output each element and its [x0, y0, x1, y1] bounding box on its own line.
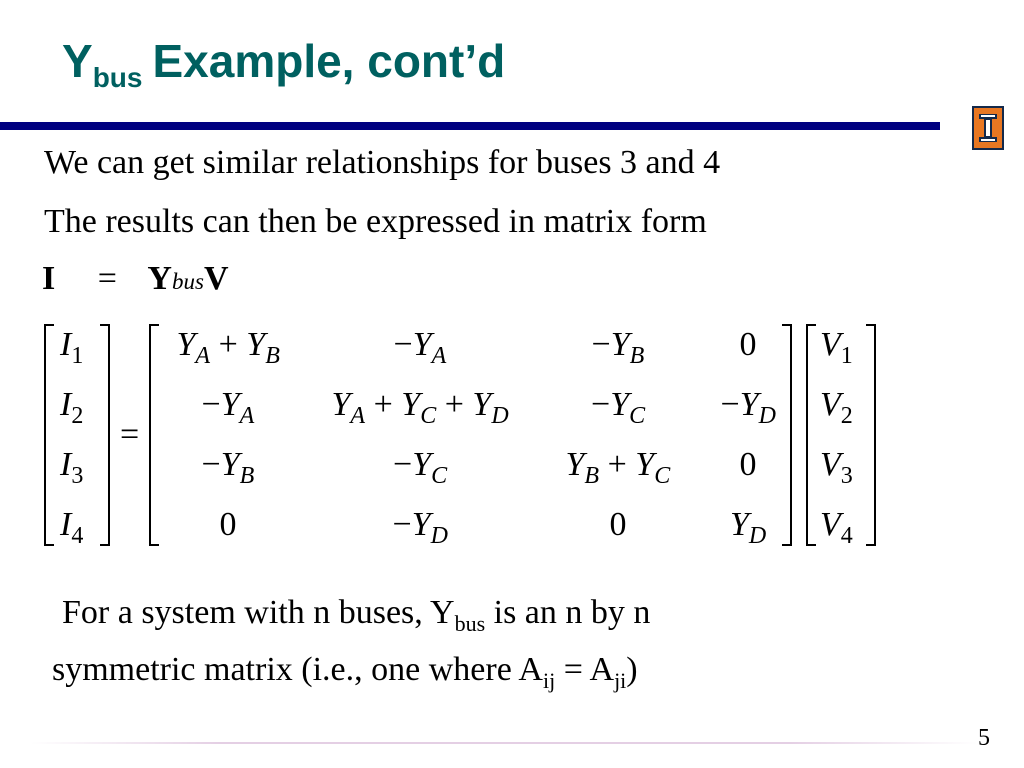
- matrix-cell-r3-c2: $-Y_C$: [393, 446, 448, 489]
- matrix-cell-r2-c3: $-Y_C$: [591, 386, 646, 429]
- bracket-current-right: [100, 324, 110, 546]
- eq-v: V: [203, 260, 229, 297]
- body-line-2: The results can then be expressed in matrix form: [44, 203, 707, 240]
- matrix-cell-r2-c1: $-Y_A$: [201, 386, 255, 429]
- matrix-cell-r1-c4: 0: [739, 326, 757, 363]
- note-line-1-post: is an n by n: [485, 594, 651, 631]
- slide-title: [62, 35, 506, 93]
- note-line-2: [52, 653, 638, 692]
- voltage-vector-entry-3: $V_3$: [820, 446, 853, 489]
- matrix-cell-r4-c2: $-Y_D$: [392, 506, 448, 549]
- matrix-cell-r3-c1: $-Y_B$: [201, 446, 255, 489]
- footer-divider: [30, 742, 978, 744]
- matrix-cell-r4-c1: 0: [219, 506, 237, 543]
- eq-current: I: [42, 260, 56, 297]
- matrix-cell-r1-c1: $Y_A + Y_B$: [176, 326, 280, 369]
- matrix-cell-r1-c2: $-Y_A$: [393, 326, 447, 369]
- eq-y-sub: bus: [171, 269, 204, 294]
- page-number: 5: [978, 725, 990, 751]
- bracket-voltage-left: [806, 324, 816, 546]
- matrix-equation-summary: [42, 262, 229, 296]
- eq-y: Y: [147, 260, 172, 297]
- note-line-2-post: ): [626, 651, 638, 688]
- current-vector-entry-3: $I_3$: [60, 446, 84, 489]
- bracket-ybus-left: [149, 324, 159, 546]
- note-line-1-pre: For a system with n buses, Y: [62, 594, 455, 631]
- matrix-cell-r3-c4: 0: [739, 446, 757, 483]
- matrix-cell-r4-c4: $Y_D$: [730, 506, 767, 549]
- note-line-2-sub-ij: ij: [542, 667, 556, 693]
- note-line-1-sub: bus: [454, 610, 486, 636]
- title-subscript: bus: [92, 62, 143, 93]
- current-vector-entry-2: $I_2$: [60, 386, 84, 429]
- bracket-ybus-right: [782, 324, 792, 546]
- matrix-cell-r4-c3: 0: [609, 506, 627, 543]
- note-line-1: [62, 596, 650, 635]
- matrix-equals: =: [120, 416, 140, 453]
- matrix-cell-r2-c4: $-Y_D$: [720, 386, 776, 429]
- current-vector-entry-4: $I_4$: [60, 506, 84, 549]
- voltage-vector-entry-2: $V_2$: [820, 386, 853, 429]
- bracket-current-left: [44, 324, 54, 546]
- title-y: Y: [62, 35, 93, 87]
- matrix-cell-r2-c2: $Y_A + Y_C + Y_D$: [331, 386, 509, 429]
- matrix-cell-r1-c3: $-Y_B$: [591, 326, 645, 369]
- note-line-2-pre: symmetric matrix (i.e., one where A: [52, 651, 543, 688]
- bracket-voltage-right: [866, 324, 876, 546]
- title-rest: Example, cont’d: [152, 35, 506, 87]
- eq-equals: =: [97, 260, 117, 297]
- voltage-vector-entry-4: $V_4$: [820, 506, 853, 549]
- current-vector-entry-1: $I_1$: [60, 326, 84, 369]
- title-rule: [0, 122, 940, 130]
- note-line-2-sub-ji: ji: [614, 667, 627, 693]
- note-line-2-mid: = A: [555, 651, 615, 688]
- matrix-cell-r3-c3: $Y_B + Y_C$: [565, 446, 671, 489]
- university-logo-icon: [972, 106, 1004, 150]
- body-line-1: We can get similar relationships for buses 3 and 4: [44, 144, 721, 181]
- voltage-vector-entry-1: $V_1$: [820, 326, 853, 369]
